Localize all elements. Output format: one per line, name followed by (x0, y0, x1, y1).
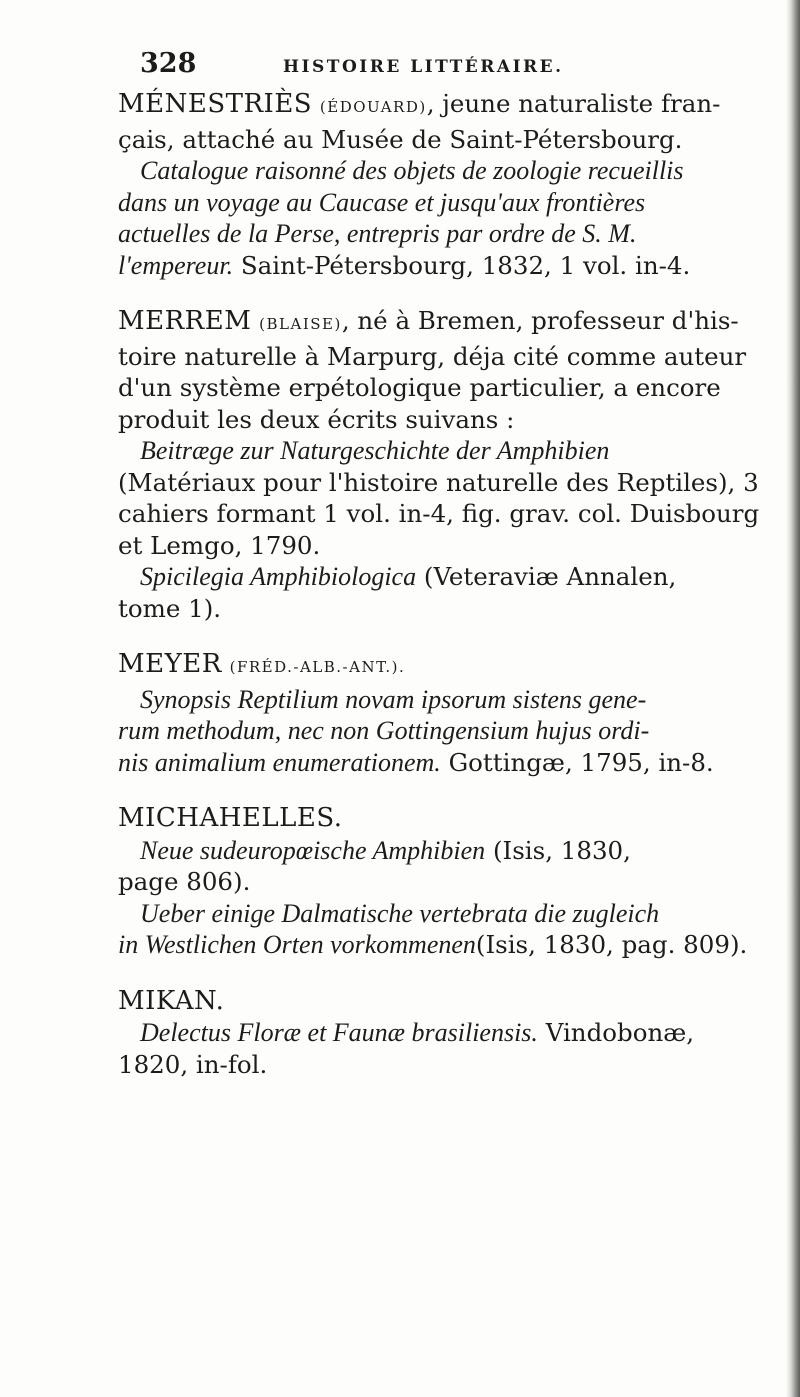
page-number: 328 (140, 48, 197, 79)
entry-heading-line (118, 88, 778, 124)
publication-info: Vindobonæ, (537, 1018, 695, 1047)
entry-text-line: cahiers formant 1 vol. in-4, fig. grav. col. Duisbourg (118, 499, 760, 528)
author-name: MÉNESTRIÈS (118, 89, 313, 119)
entry-text-line: toire naturelle à Marpurg, déja cité comme auteur (118, 341, 747, 371)
work-title-line: Synopsis Reptilium novam ipsorum sistens gene- (140, 684, 647, 714)
author-name: MERREM (118, 306, 252, 336)
publication-info: Gottingæ, 1795, in-8. (440, 747, 714, 777)
work-title-line: rum methodum, nec non Gottingensium hujus ordi- (118, 716, 650, 745)
author-name: MEYER (118, 649, 222, 679)
entry-michahelles (118, 802, 778, 961)
publication-info: (Veteraviæ Annalen, (416, 562, 677, 591)
work-title-end: in Westlichen Orten vorkommenen (118, 930, 476, 959)
author-name: MIKAN. (118, 985, 225, 1016)
work-title: Spicilegia Amphibiologica (140, 562, 417, 591)
work-title-end: l'empereur. (118, 250, 234, 280)
entry-text: , jeune naturaliste fran- (426, 89, 721, 118)
publication-info: (Isis, 1830, (485, 835, 631, 865)
work-title-line: dans un voyage au Caucase et jusqu'aux frontières (118, 187, 646, 217)
author-given-name: (BLAISE) (259, 315, 342, 333)
running-head: HISTOIRE LITTÉRAIRE. (283, 57, 564, 77)
work-title-line: Catalogue raisonné des objets de zoologie recueillis (140, 156, 684, 185)
entry-mikan (118, 985, 778, 1081)
entry-text-line: produit les deux écrits suivans : (118, 404, 515, 434)
entry-heading-line (118, 985, 778, 1018)
entry-meyer (118, 648, 778, 778)
work-title: Neue sudeuropœische Amphibien (140, 835, 486, 865)
entry-text-line: page 806). (118, 867, 251, 896)
work-title-line: Ueber einige Dalmatische vertebrata die zugleich (140, 898, 660, 928)
entry-heading-line (118, 802, 778, 835)
page-header (140, 48, 760, 88)
entry-heading-line (118, 305, 778, 341)
author-name: MICHAHELLES. (118, 803, 343, 833)
page-edge-shadow (786, 0, 800, 1397)
entry-text-line: 1820, in-fol. (118, 1049, 268, 1079)
entry-text-line: tome 1). (118, 593, 222, 623)
work-title: Delectus Floræ et Faunæ brasiliensis. (140, 1018, 538, 1047)
work-title-line (118, 250, 778, 282)
author-given-name: (ÉDOUARD) (319, 98, 427, 116)
entry-text-line: (Matériaux pour l'histoire naturelle des Reptiles), 3 (118, 467, 759, 497)
work-title-line (118, 929, 778, 961)
work-title-line (118, 747, 778, 779)
publication-info: (Isis, 1830, pag. 809). (475, 930, 748, 959)
entry-text: , né à Bremen, professeur d'his- (341, 306, 739, 335)
author-given-name: (FRÉD.-ALB.-ANT.). (229, 658, 406, 676)
bibliography-entries (118, 88, 778, 1080)
work-title-line (118, 1017, 778, 1049)
entry-text-line: et Lemgo, 1790. (118, 530, 321, 560)
entry-menestries (118, 88, 778, 281)
work-title-line (118, 561, 778, 593)
work-title-line: Beitræge zur Naturgeschichte der Amphibien (140, 436, 610, 465)
entry-merrem (118, 305, 778, 624)
entry-text-line: d'un système erpétologique particulier, a encore (118, 373, 721, 402)
publication-info: Saint-Pétersbourg, 1832, 1 vol. in-4. (233, 250, 691, 280)
work-title-line: actuelles de la Perse, entrepris par ordre de S. M. (118, 219, 637, 248)
work-title-line (118, 835, 778, 867)
entry-heading-line (118, 648, 778, 684)
entry-text-line: çais, attaché au Musée de Saint-Pétersbourg. (118, 124, 683, 154)
work-title-end: nis animalium enumerationem. (118, 747, 441, 777)
